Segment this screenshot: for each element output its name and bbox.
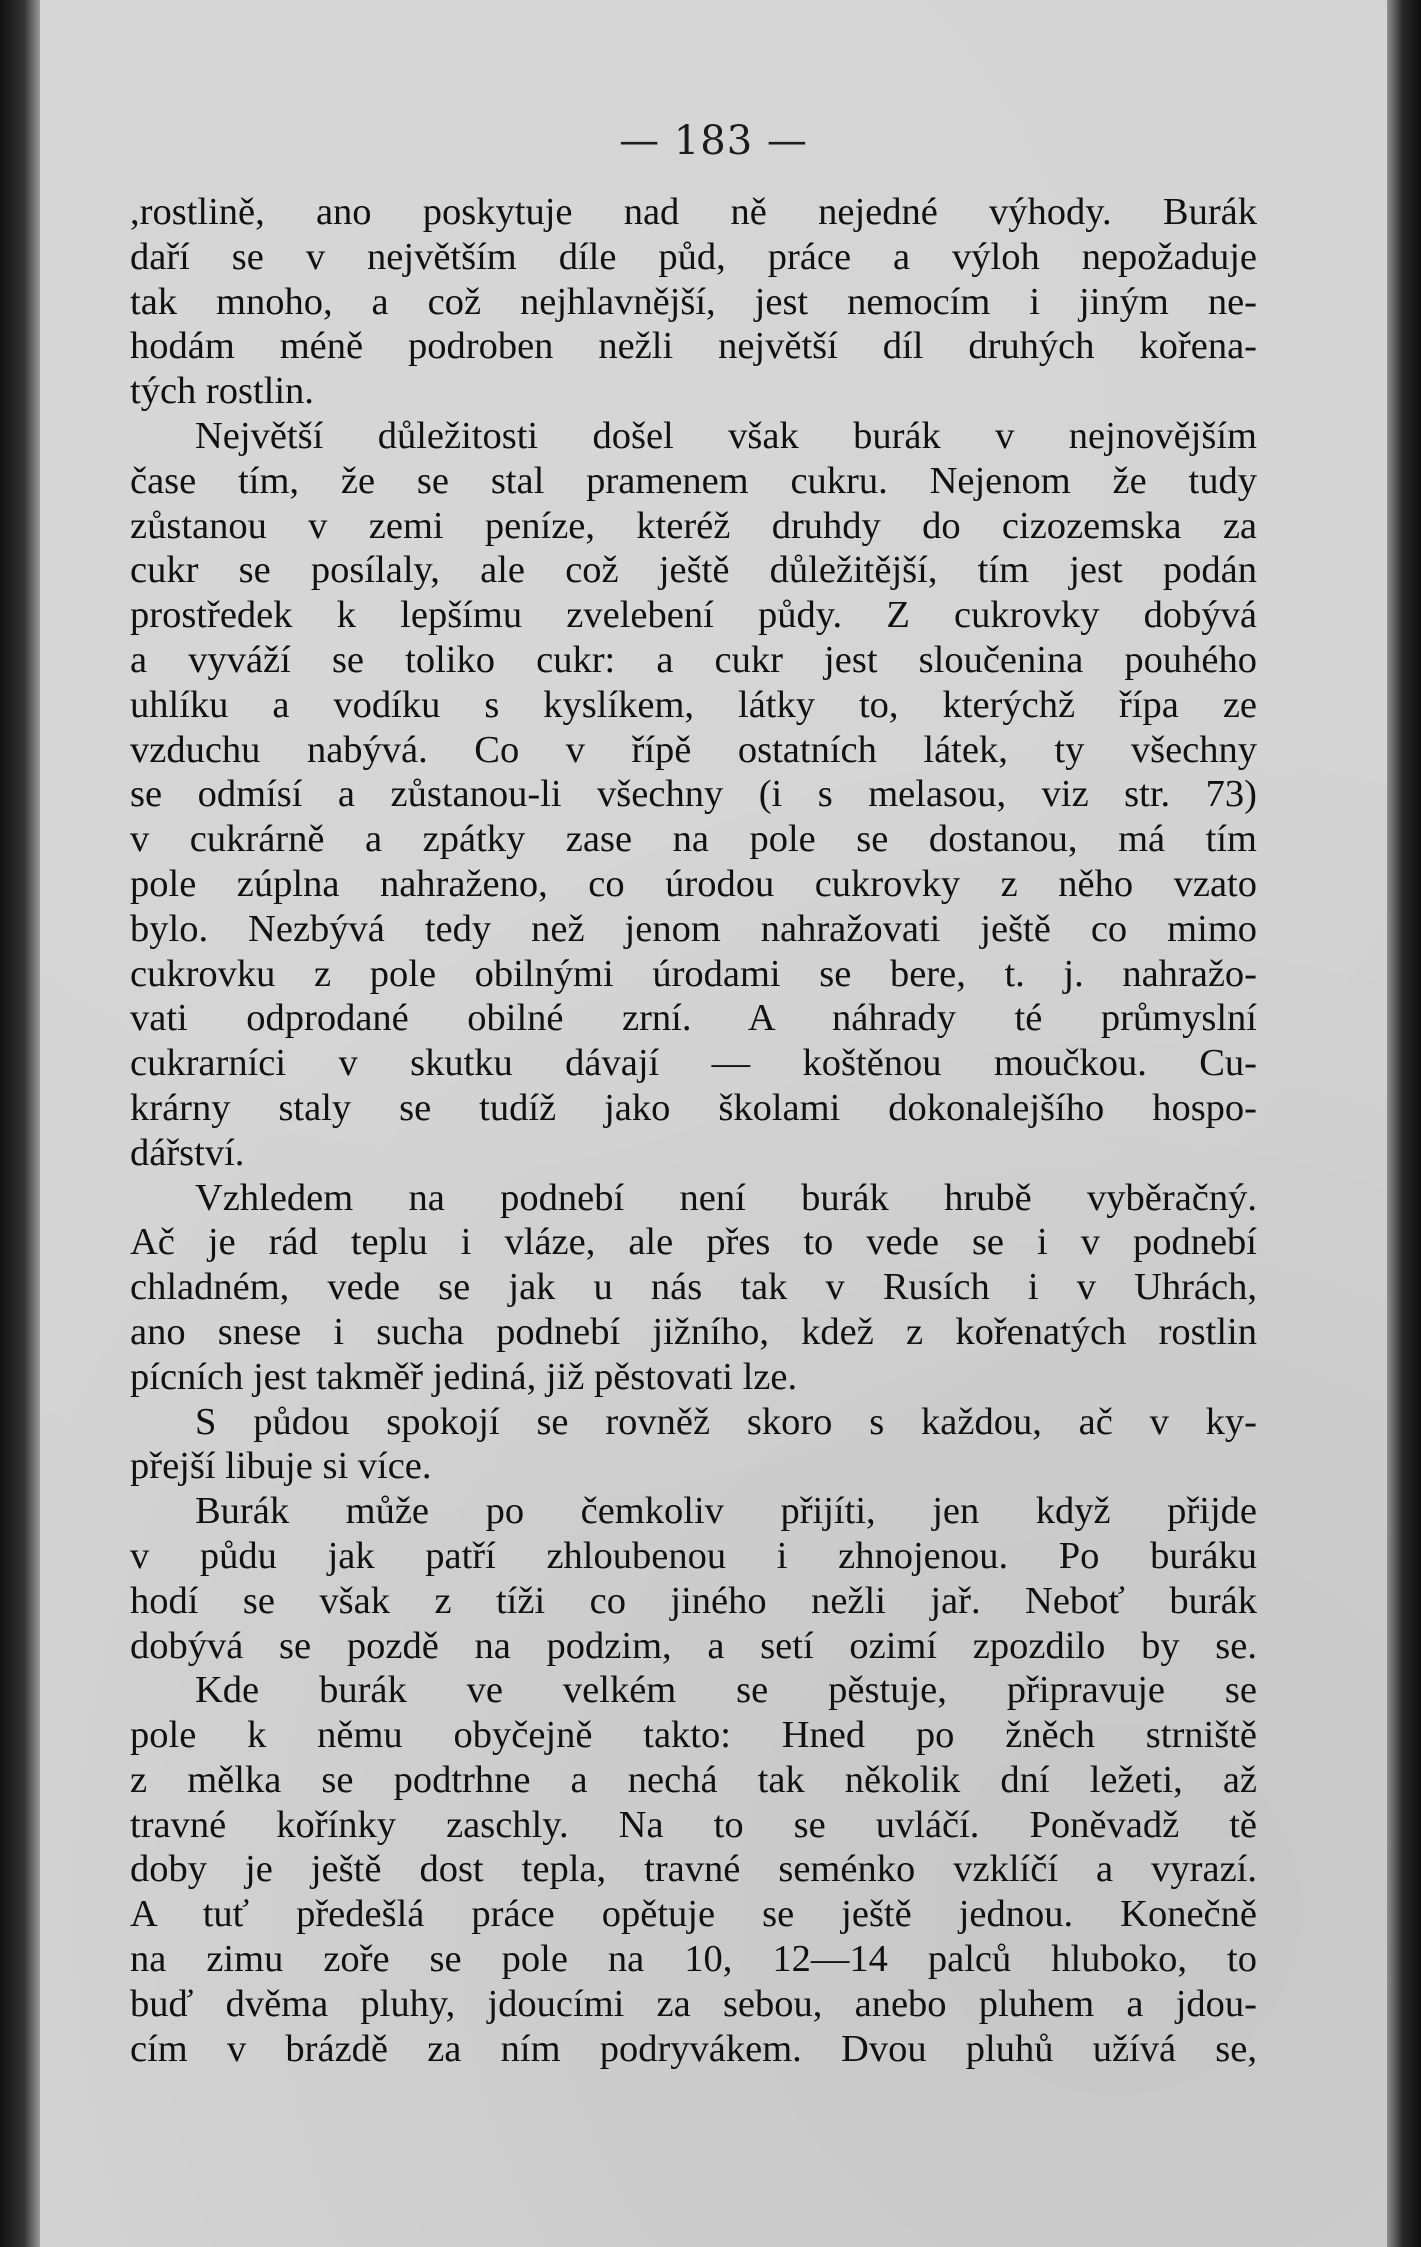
text-line: dobývá se pozdě na podzim, a setí ozimí zpozdilo by se. <box>130 1624 1257 1667</box>
text-line: na zimu zoře se pole na 10, 12—14 palců hluboko, to <box>130 1938 1257 1981</box>
text-line: čase tím, že se stal pramenem cukru. Nejenom že tudy <box>130 459 1257 502</box>
text-line: v půdu jak patří zhloubenou i zhnojenou. Po buráku <box>130 1534 1257 1577</box>
text-line: cím v brázdě za ním podryvákem. Dvou pluhů užívá se, <box>130 2027 1257 2070</box>
text-line: pole zúplna nahraženo, co úrodou cukrovky z něho vzato <box>130 862 1257 905</box>
text-line: vati odprodané obilné zrní. A náhrady té průmyslní <box>130 997 1257 1040</box>
text-line: Největší důležitosti došel však burák v nejnovějším <box>195 414 1257 457</box>
text-line: tých rostlin. <box>130 370 314 413</box>
text-line: cukr se posílaly, ale což ještě důležitější, tím jest podán <box>130 549 1257 592</box>
text-line: bylo. Nezbývá tedy než jenom nahražovati ještě co mimo <box>130 907 1257 950</box>
text-line: uhlíku a vodíku s kyslíkem, látky to, kterýchž řípa ze <box>130 683 1257 726</box>
page-number: — 183 — <box>619 118 808 164</box>
text-line: buď dvěma pluhy, jdoucími za sebou, anebo pluhem a jdou- <box>130 1982 1257 2025</box>
text-line: chladném, vede se jak u nás tak v Rusích i v Uhrách, <box>130 1266 1257 1309</box>
text-line: Kde burák ve velkém se pěstuje, připravuje se <box>195 1669 1257 1712</box>
text-line: dářství. <box>130 1131 245 1174</box>
text-line: hodám méně podroben nežli největší díl druhých kořena- <box>130 325 1257 368</box>
text-line: hodí se však z tíži co jiného nežli jař. Neboť burák <box>130 1579 1257 1622</box>
text-line: prostředek k lepšímu zvelebení půdy. Z cukrovky dobývá <box>130 594 1257 637</box>
text-line: ano snese i sucha podnebí jižního, kdež z kořenatých rostlin <box>130 1310 1257 1353</box>
text-line: S půdou spokojí se rovněž skoro s každou, ač v ky- <box>195 1400 1257 1443</box>
text-line: cukrarníci v skutku dávají — koštěnou moučkou. Cu- <box>130 1042 1257 1085</box>
page-body <box>130 190 1257 2071</box>
text-line: z mělka se podtrhne a nechá tak několik dní ležeti, až <box>130 1758 1257 1801</box>
text-line: vzduchu nabývá. Co v řípě ostatních látek, ty všechny <box>130 728 1257 771</box>
text-line: pícních jest takměř jediná, již pěstovati lze. <box>130 1355 798 1398</box>
scan-edge-left <box>0 0 40 2247</box>
book-page <box>40 0 1387 2247</box>
text-line: daří se v největším díle půd, práce a výloh nepožaduje <box>130 235 1257 278</box>
text-line: krárny staly se tudíž jako školami dokonalejšího hospo- <box>130 1086 1257 1129</box>
text-line: Vzhledem na podnebí není burák hrubě vyběračný. <box>195 1176 1257 1219</box>
text-line: a vyváží se toliko cukr: a cukr jest sloučenina pouhého <box>130 638 1257 681</box>
text-line: zůstanou v zemi peníze, kteréž druhdy do cizozemska za <box>130 504 1257 547</box>
text-line: pole k němu obyčejně takto: Hned po žněch strniště <box>130 1714 1257 1757</box>
text-line: travné kořínky zaschly. Na to se uvláčí. Poněvadž tě <box>130 1803 1257 1846</box>
text-line: přejší libuje si více. <box>130 1445 432 1488</box>
text-line: ,rostlině, ano poskytuje nad ně nejedné výhody. Burák <box>130 191 1257 233</box>
text-line: se odmísí a zůstanou-li všechny (i s melasou, viz str. 73) <box>130 773 1257 816</box>
text-line: cukrovku z pole obilnými úrodami se bere, t. j. nahražo- <box>130 952 1257 995</box>
text-line: Burák může po čemkoliv přijíti, jen když přijde <box>195 1490 1257 1533</box>
text-line: A tuť předešlá práce opětuje se ještě jednou. Konečně <box>130 1893 1257 1936</box>
text-line: tak mnoho, a což nejhlavnější, jest nemocím i jiným ne- <box>130 280 1257 323</box>
text-line: doby je ještě dost tepla, travné seménko vzklíčí a vyrazí. <box>130 1848 1257 1891</box>
text-line: Ač je rád teplu i vláze, ale přes to vede se i v podnebí <box>130 1221 1257 1264</box>
text-line: v cukrárně a zpátky zase na pole se dostanou, má tím <box>130 818 1257 861</box>
scan-edge-right <box>1387 0 1421 2247</box>
